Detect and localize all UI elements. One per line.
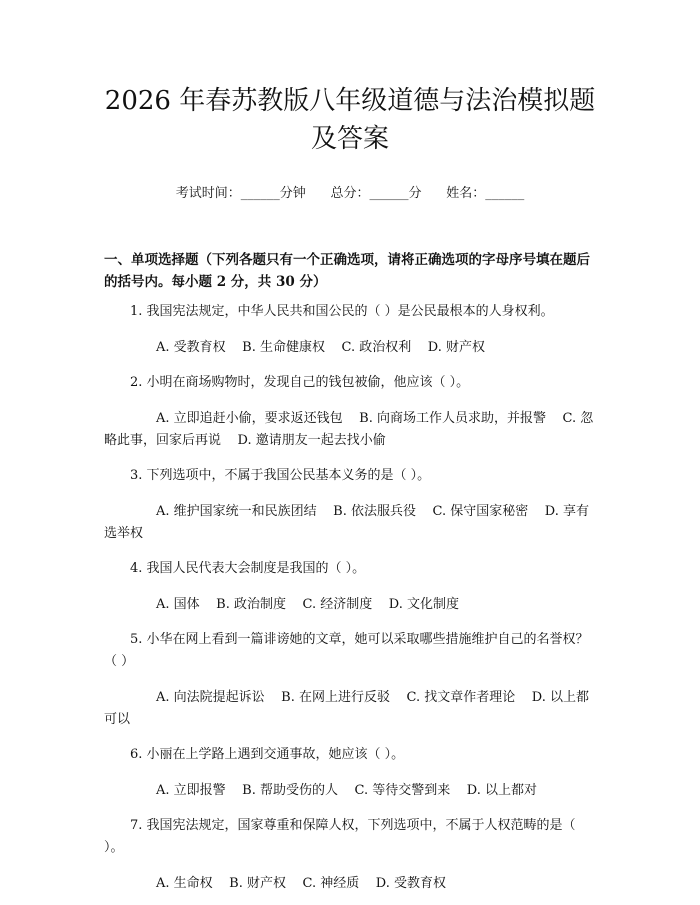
question-stem: 6. 小丽在上学路上遇到交通事故，她应该（ ）。 <box>130 747 405 762</box>
question-4 <box>104 558 596 616</box>
question-options: A. 国体 B. 政治制度 C. 经济制度 D. 文化制度 <box>156 597 460 612</box>
question-5 <box>104 629 596 731</box>
question-stem: 2. 小明在商场购物时，发现自己的钱包被偷，他应该（ ）。 <box>130 375 470 390</box>
question-options: A. 维护国家统一和民族团结 B. 依法服兵役 C. 保守国家秘密 D. 享有选举权 <box>104 504 590 541</box>
question-stem: 5. 小华在网上看到一篇诽谤她的文章，她可以采取哪些措施维护自己的名誉权？（ ） <box>104 632 589 669</box>
question-options: A. 生命权 B. 财产权 C. 神经质 D. 受教育权 <box>156 876 447 891</box>
question-options: A. 向法院提起诉讼 B. 在网上进行反驳 C. 找文章作者理论 D. 以上都可以 <box>104 690 590 727</box>
question-options: A. 受教育权 B. 生命健康权 C. 政治权利 D. 财产权 <box>156 340 486 355</box>
question-stem: 3. 下列选项中，不属于我国公民基本义务的是（ ）。 <box>130 468 431 483</box>
question-6 <box>104 744 596 802</box>
question-stem: 7. 我国宪法规定，国家尊重和保障人权，下列选项中，不属于人权范畴的是（ ）。 <box>104 818 576 855</box>
question-stem: 4. 我国人民代表大会制度是我国的（ ）。 <box>130 561 366 576</box>
question-options: A. 立即报警 B. 帮助受伤的人 C. 等待交警到来 D. 以上都对 <box>156 783 538 798</box>
exam-info-line: 考试时间：______分钟 总分：______分 姓名：______ <box>175 186 525 201</box>
section-heading: 一、单项选择题（下列各题只有一个正确选项，请将正确选项的字母序号填在题后的括号内。每小题 2 分，共 30 分） <box>104 252 590 290</box>
document-title: 2026 年春苏教版八年级道德与法治模拟题及答案 <box>104 86 596 154</box>
question-1 <box>104 301 596 359</box>
question-options: A. 立即追赶小偷，要求返还钱包 B. 向商场工作人员求助，并报警 C. 忽略此事，回家后再说 D. 邀请朋友一起去找小偷 <box>104 411 594 448</box>
question-2 <box>104 372 596 452</box>
question-stem: 1. 我国宪法规定，中华人民共和国公民的（ ）是公民最根本的人身权利。 <box>130 304 554 319</box>
question-3 <box>104 465 596 545</box>
question-7 <box>104 815 596 895</box>
